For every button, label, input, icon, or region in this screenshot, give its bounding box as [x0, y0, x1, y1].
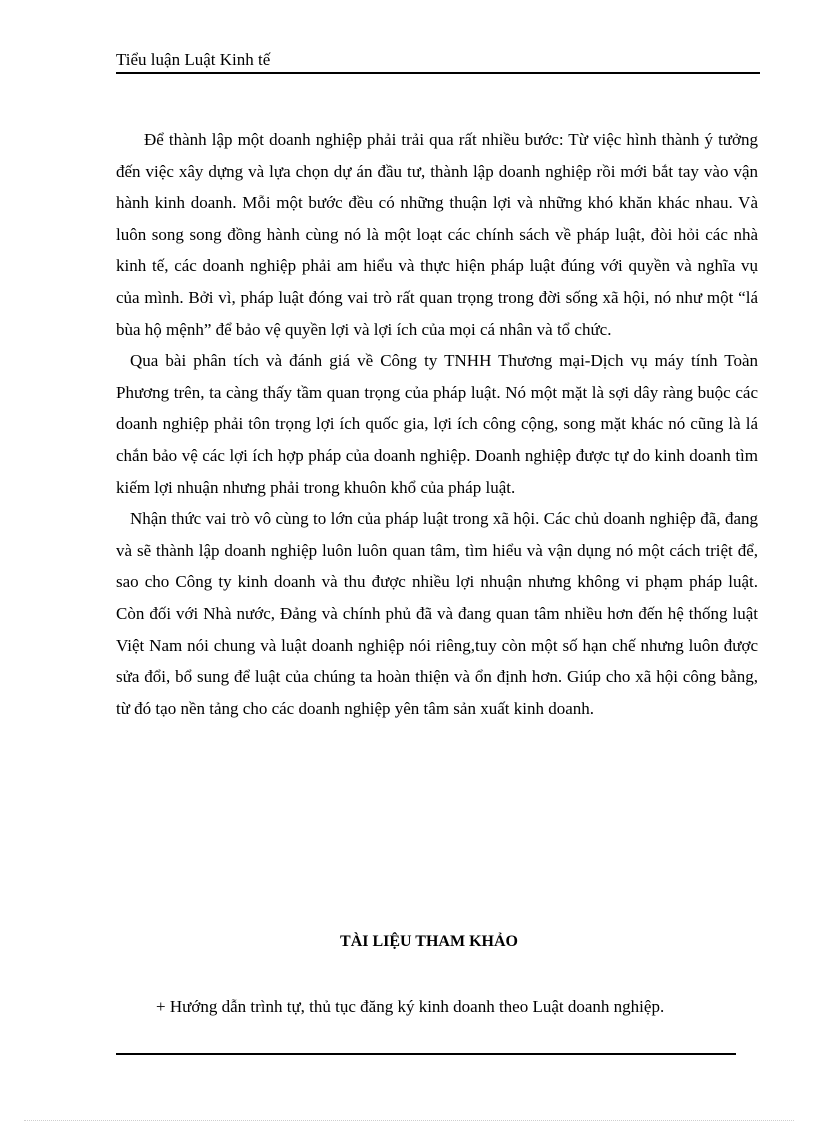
- reference-item: + Hướng dẫn trình tự, thủ tục đăng ký kinh doanh theo Luật doanh nghiệp.: [156, 997, 665, 1016]
- footer-divider: [116, 1053, 736, 1055]
- paragraph: Nhận thức vai trò vô cùng to lớn của pháp luật trong xã hội. Các chủ doanh nghiệp đã, đang và sẽ thành lập doanh nghiệp luôn luôn quan tâm, tìm hiểu và vận dụng nó một cách triệt để, sao cho Công ty kinh doanh và thu được nhiều lợi nhuận nhưng không vi phạm pháp luật. Còn đối với Nhà nước, Đảng và chính phủ đã và đang quan tâm nhiều hơn đến hệ thống luật Việt Nam nói chung và luật doanh nghiệp nói riêng,tuy còn một số hạn chế nhưng luôn được sửa đổi, bổ sung để luật của chúng ta hoàn thiện và ổn định hơn. Giúp cho xã hội công bằng, từ đó tạo nền tảng cho các doanh nghiệp yên tâm sản xuất kinh doanh.: [116, 509, 758, 718]
- references-heading: TÀI LIỆU THAM KHẢO: [340, 933, 518, 950]
- page-bottom-edge: [24, 1120, 794, 1121]
- conclusion-body: [116, 124, 758, 724]
- paragraph: Qua bài phân tích và đánh giá về Công ty TNHH Thương mại-Dịch vụ máy tính Toàn Phương trên, ta càng thấy tầm quan trọng của pháp luật. Nó một mặt là sợi dây ràng buộc các doanh nghiệp phải tôn trọng lợi ích quốc gia, lợi ích công cộng, song mặt khác nó cũng là lá chắn bảo vệ các lợi ích hợp pháp của doanh nghiệp. Doanh nghiệp được tự do kinh doanh tìm kiếm lợi nhuận nhưng phải trong khuôn khổ của pháp luật.: [116, 351, 758, 497]
- page-header: [116, 50, 760, 74]
- header-title: Tiểu luận Luật Kinh tế: [116, 50, 271, 69]
- paragraph: Để thành lập một doanh nghiệp phải trải qua rất nhiều bước: Từ việc hình thành ý tưởng đến việc xây dựng và lựa chọn dự án đầu tư, thành lập doanh nghiệp rồi mới bắt tay vào vận hành kinh doanh. Mỗi một bước đều có những thuận lợi và những khó khăn khác nhau. Và luôn song song đồng hành cùng nó là một loạt các chính sách về pháp luật, đòi hỏi các nhà kinh tế, các doanh nghiệp phải am hiểu và thực hiện pháp luật đúng với quyền và nghĩa vụ của mình. Bởi vì, pháp luật đóng vai trò rất quan trọng trong đời sống xã hội, nó như một “lá bùa hộ mệnh” để bảo vệ quyền lợi và lợi ích của mọi cá nhân và tổ chức.: [116, 130, 758, 339]
